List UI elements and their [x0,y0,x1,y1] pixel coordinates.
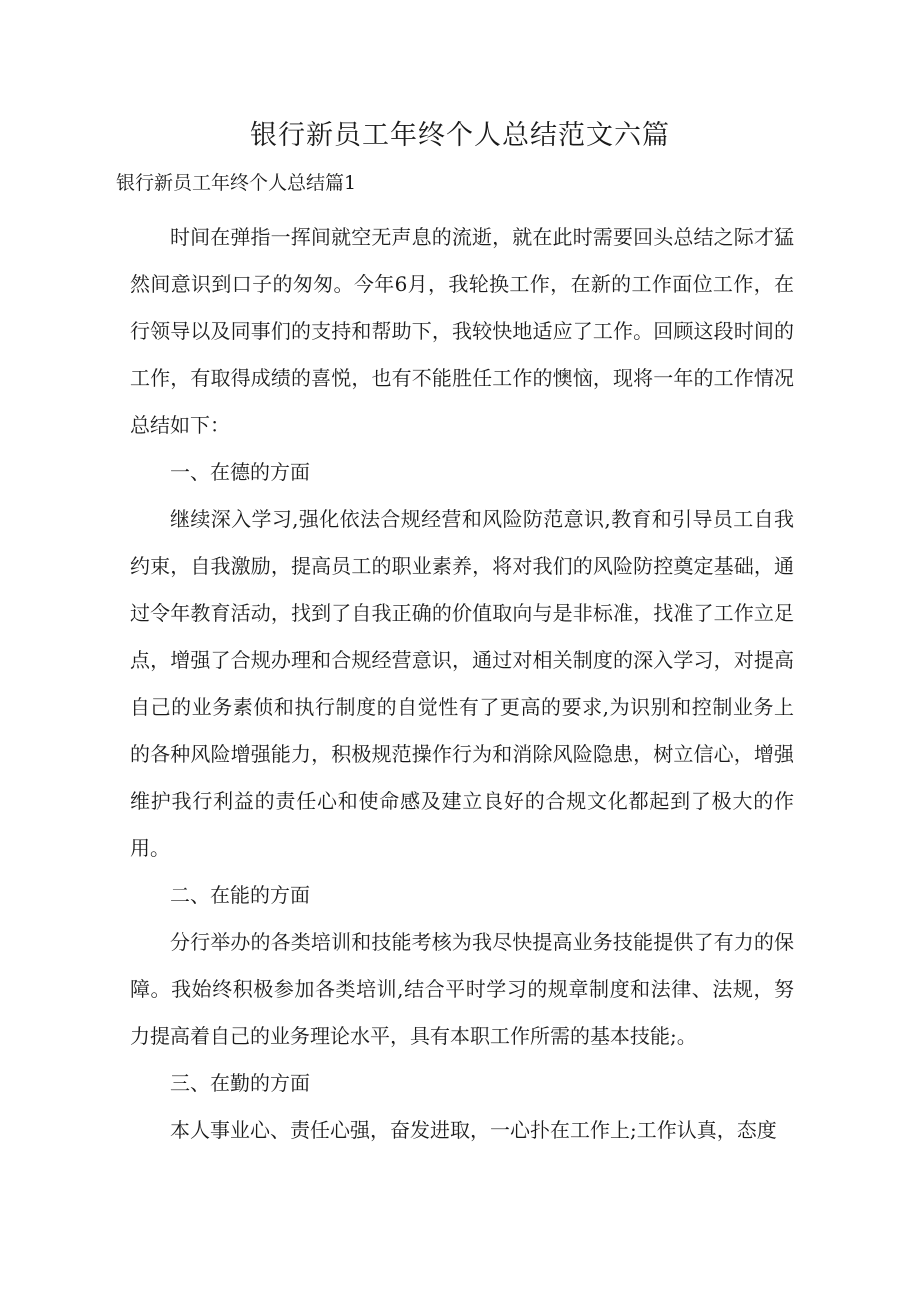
paragraph-qin: 本人事业心、责任心强，奋发进取，一心扑在工作上;工作认真，态度 [170,1118,777,1142]
document-title: 银行新员工年终个人总结范文六篇 [250,120,670,151]
heading-de: 一、在德的方面 [170,460,310,484]
document-body [130,214,794,1154]
heading-qin: 三、在勤的方面 [170,1071,310,1095]
paragraph-neng: 分行举办的各类培训和技能考核为我尽快提高业务技能提供了有力的保障。我始终积极参加各类培训,结合平时学习的规章制度和法律、法规，努力提高着自己的业务理论水平，具有本职工作所需的基本技能;。 [130,930,794,1048]
section-subtitle: 银行新员工年终个人总结篇1 [116,172,357,194]
paragraph-de: 继续深入学习,强化依法合规经营和风险防范意识,教育和引导员工自我约束，自我激励，提高员工的职业素养，将对我们的风险防控奠定基础，通过令年教育活动，找到了自我正确的价值取向与是非标准，找准了工作立足点，增强了合规办理和合规经营意识，通过对相关制度的深入学习，对提高自己的业务素侦和执行制度的自觉性有了更高的要求,为识别和控制业务上的各种风险增强能力，积极规范操作行为和消除风险隐患，树立信心，增强维护我行利益的责任心和使命感及建立良好的合规文化都起到了极大的作用。 [130,507,794,860]
paragraph-intro: 时间在弹指一挥间就空无声息的流逝，就在此时需要回头总结之际才猛然间意识到口子的匆匆。今年6月，我轮换工作，在新的工作面位工作，在行领导以及同事们的支持和帮助下，我较快地适应了工作。回顾这段时间的工作，有取得成绩的喜悦，也有不能胜任工作的懊恼，现将一年的工作情况总结如下： [130,225,794,437]
heading-neng: 二、在能的方面 [170,883,310,907]
